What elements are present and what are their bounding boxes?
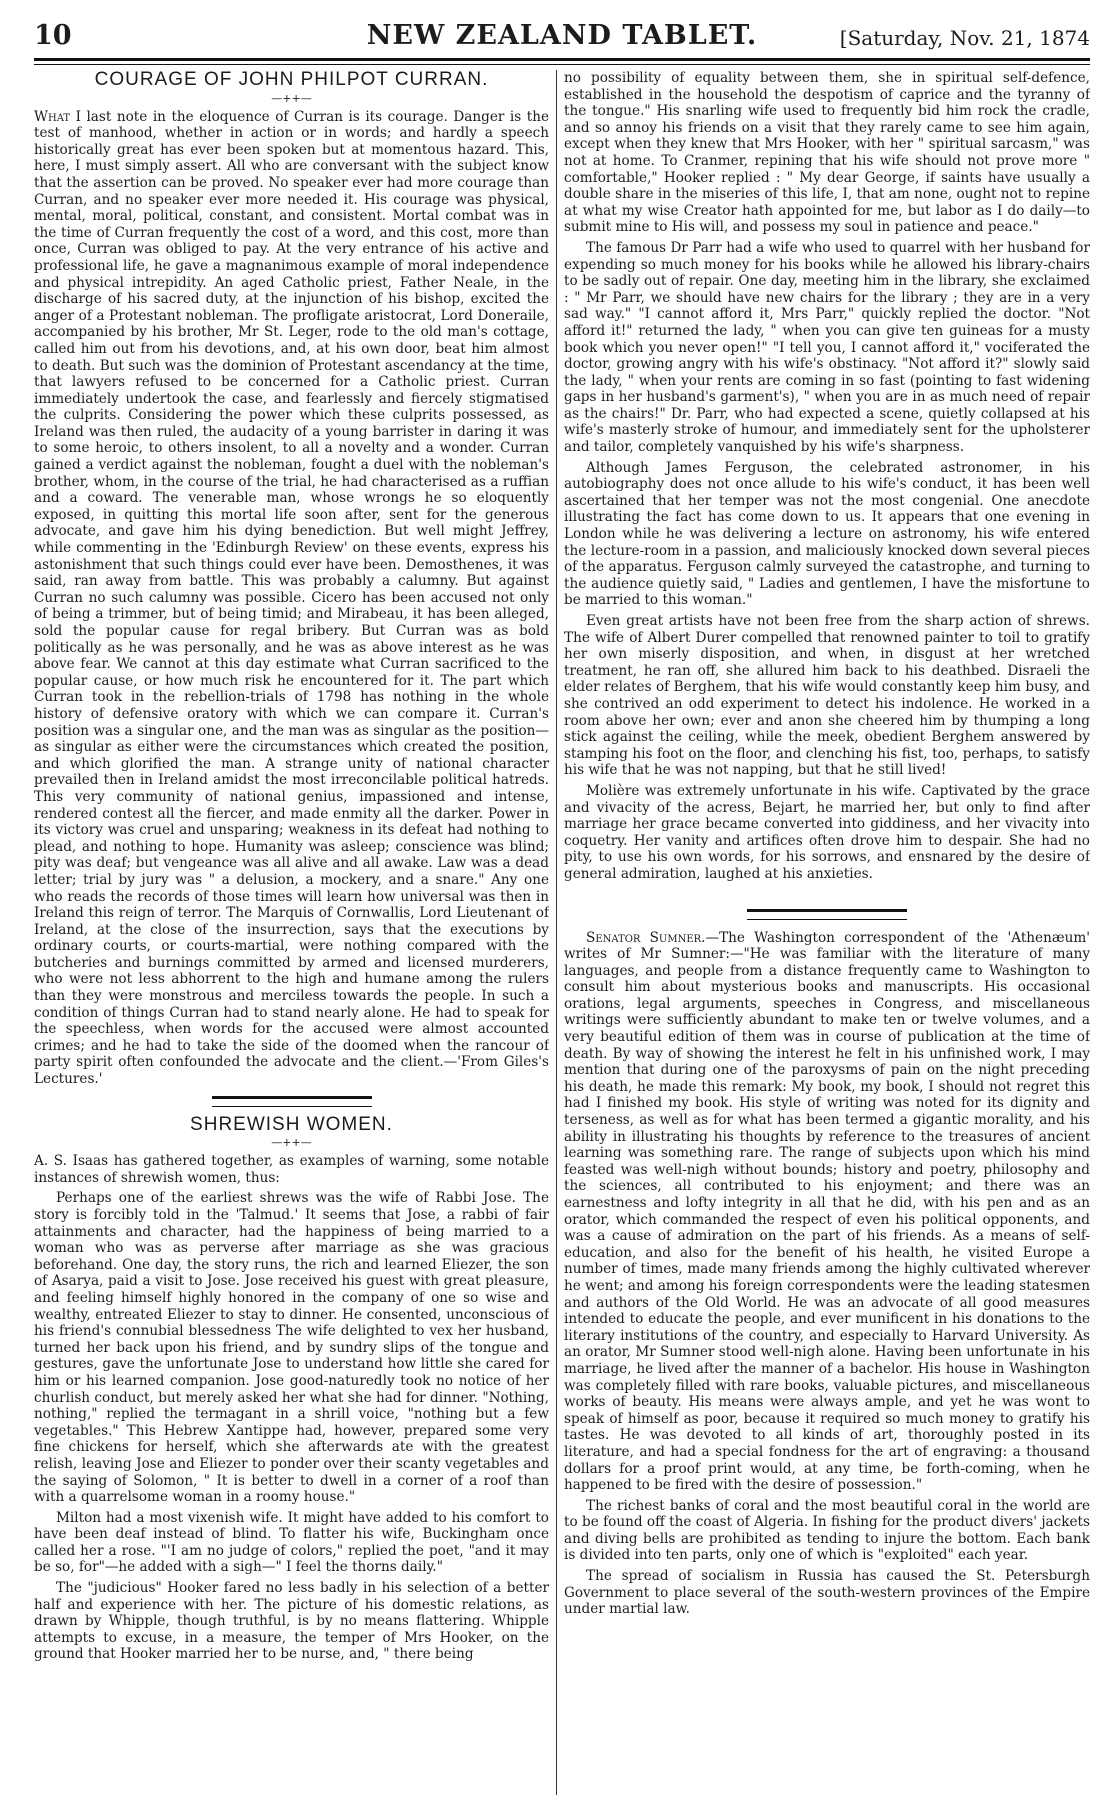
left-column [34, 70, 549, 1790]
section-separator [212, 1096, 372, 1107]
shrewish-intro: A. S. Isaas has gathered together, as examples of warning, some notable instances of shrewish women, thus: [34, 1153, 549, 1186]
masthead-rule-thick [34, 58, 1090, 61]
shrewish-paragraph-moliere: Molière was extremely unfortunate in his wife. Captivated by the grace and vivacity of the acress, Bejart, he married her, but only to find after marriage her grace became converted into giddiness, and her vivacity into coquetry. Her vanity and artifices often drove him to despair. She had no pity, to use his own words, for his sorrows, and ensnared by the desire of general admiration, laughed at his anxieties. [564, 782, 1090, 882]
sumner-paragraph [564, 930, 1090, 1494]
masthead [34, 20, 1090, 54]
coral-paragraph: The richest banks of coral and the most beautiful coral in the world are to be found off the coast of Algeria. In fishing for the product divers' jackets and diving bells are prohibited as tending to injure the bottom. Each bank is divided into ten parts, only one of which is "exploited" each year. [564, 1497, 1090, 1564]
shrewish-paragraph-hooker: The "judicious" Hooker fared no less badly in his selection of a better half and experience with her. The picture of his domestic relations, as drawn by Whipple, though truthful, is by no means flattering. Whipple attempts to excuse, in a measure, the temper of Mrs Hooker, on the ground that Hooker married her to be nurse, and, " there being [34, 1580, 549, 1663]
shrewish-paragraph-milton: Milton had a most vixenish wife. It might have added to his comfort to have been deaf instead of blind. To flatter his wife, Buckingham once called her a rose. "'I am no judge of colors," replied the poet, "and it may be so, for"—he added with a sigh—" I feel the thorns daily." [34, 1509, 549, 1576]
newspaper-title: NEW ZEALAND TABLET. [366, 20, 758, 51]
sumner-lead: Senator Sumner. [586, 929, 706, 946]
curran-body: I last note in the eloquence of Curran is its courage. Danger is the test of manhood, whether in action or in words; and hardly a speech historically great has ever been spoken but at momentous hazard. This, here, I must simply assert. All who are conversant with the subject know that the assertion can be proved. No speaker ever had more courage than Curran, and no speaker ever more needed it. His courage was physical, mental, moral, political, constant, and consistent. Mortal combat was in the time of Curran frequently the cost of a word, and this cost, more than once, Curran was obliged to pay. At the very entrance of his active and professional life, he gave a magnanimous example of moral independence and physical intrepidity. An aged Catholic priest, Father Neale, in the discharge of his sacred duty, at the injunction of his bishop, excited the anger of a Protestant nobleman. The profligate aristocrat, Lord Doneraile, accompanied by his brother, Mr St. Leger, rode to the old man's cottage, called him out from his devotions, and, at his own door, beat him almost to death. But such was the dominion of Protestant ascendancy at the time, that lawyers refused to be concerned for a Catholic priest. Curran immediately undertook the case, and fearlessly and fiercely stigmatised the culprits. Considering the power which these culprits possessed, as Ireland was then ruled, the audacity of a young barrister in daring it was to some heroic, to others insolent, to all a novelty and a wonder. Curran gained a verdict against the nobleman, fought a duel with the nobleman's brother, whom, in the course of the trial, he had characterised as a ruffian and a coward. The venerable man, whose wrongs he so eloquently exposed, in quitting this mortal life soon after, sent for the generous advocate, and gave him his dying benediction. But well might Jeffrey, while commenting in the 'Edinburgh Review' on these events, express his astonishment that such things could ever have been. Demosthenes, it was said, ran away from battle. This was probably a calumny. But against Curran no such calumny was possible. Cicero has been accused not only of being a trimmer, but of being timid; and Mirabeau, it has been alleged, sold the popular cause for regal bribery. But Curran was as bold politically as he was personally, and he was as above interest as he was above fear. We cannot at this day estimate what Curran sacrificed to the popular cause, or how much risk he encountered for it. The part which Curran took in the rebellion-trials of 1798 has nothing in the whole history of defensive oratory with which we can compare it. Curran's position was a singular one, and the man was as singular as the position—as singular as either were the circumstances which created the position, and which glorified the man. A strange unity of national character prevailed then in Ireland amidst the most irreconcilable political hatreds. This very community of national genius, impassioned and intense, rendered contest all the fiercer, and made enmity all the darker. Power in its victory was cruel and unsparing; weakness in its defeat had nothing to plead, and nothing to hope. Humanity was asleep; conscience was blind; pity was deaf; but vengeance was all alive and all awake. Law was a dead letter; trial by jury was " a delusion, a mockery, and a snare." Any one who reads the records of those times will learn how universal was then in Ireland this reign of terror. The Marquis of Cornwallis, Lord Lieutenant of Ireland, at the close of the insurrection, says that the executions by ordinary courts, or courts-martial, were nothing compared with the butcheries and burnings committed by armed and licensed murderers, who were not less abhorrent to the high and humane among the rulers than they were monstrous and merciless towards the people. In such a condition of things Curran had to stand nearly alone. He had to speak for the speechless, when words for the accused were almost accounted crimes; and he had to take the side of the doomed when the rancour of party spirit often confounded the advocate and the client.—'From Giles's Lectures.' [34, 108, 549, 1088]
section-separator-right [747, 909, 907, 920]
issue-date: [Saturday, Nov. 21, 1874 [839, 26, 1090, 50]
curran-paragraph [34, 109, 549, 1088]
shrewish-paragraph-jose: Perhaps one of the earliest shrews was the wife of Rabbi Jose. The story is forcibly told in the 'Talmud.' It seems that Jose, a rabbi of fair attainments and character, had the happiness of being married to a woman who was as perverse after marriage as she was gracious beforehand. One day, the story runs, the rich and learned Eliezer, the son of Asarya, paid a visit to Jose. Jose received his guest with great pleasure, and feeling himself highly honored in the company of one so wise and wealthy, entreated Eliezer to stay to dinner. He consented, unconscious of his friend's connubial blessedness The wife delighted to vex her husband, turned her back upon his friend, and by sundry slips of the tongue and gestures, gave the unfortunate Jose to understand how little she cared for him or his learned companion. Jose good-naturedly took no notice of her churlish conduct, but merely asked her what she had for dinner. "Nothing, nothing," replied the termagant in a shrill voice, "nothing but a few vegetables." This Hebrew Xantippe had, however, prepared some very fine chickens for herself, which she afterwards ate with the greatest relish, leaving Jose and Eliezer to ponder over their scanty vegetables and the saying of Solomon, " It is better to dwell in a corner of a roof than with a quarrelsome woman in a roomy house." [34, 1190, 549, 1506]
socialism-paragraph: The spread of socialism in Russia has caused the St. Petersburgh Government to place several of the south-western provinces of the Empire under martial law. [564, 1568, 1090, 1618]
column-divider [556, 70, 557, 1795]
shrewish-paragraph-parr: The famous Dr Parr had a wife who used to quarrel with her husband for expending so much money for his books while he allowed his library-chairs to be sadly out of repair. One day, meeting him in the library, she exclaimed : " Mr Parr, we should have new chairs for the library ; they are in a very sad way." "I cannot afford it, Mrs Parr," quickly replied the doctor. "Not afford it!" returned the lady, " when you can give ten guineas for a musty book which you never open!" "I tell you, I cannot afford it," vociferated the doctor, growing angry with his wife's obstinacy. "Not afford it?" slowly said the lady, " when your rents are coming in so fast (pointing to fast widening gaps in her husband's garment's), " when you are in as much need of repair as the chairs!" Dr. Parr, who had expected a scene, quietly collapsed at his wife's masterly stroke of humour, and immediately sent for the upholsterer and tailor, completely vanquished by his wife's sharpness. [564, 239, 1090, 456]
shrewish-paragraph-artists: Even great artists have not been free from the sharp action of shrews. The wife of Albert Durer compelled that renowned painter to toil to gratify her own miserly disposition, and when, in disgust at her wretched treatment, he ran off, she allured him back to his deathbed. Disraeli the elder relates of Berghem, that his wife would constantly keep him busy, and she contrived an odd experiment to detect his indolence. He worked in a room above her own; ever and anon she cheered him by thumping a long stick against the ceiling, while the meek, obedient Berghem answered by stamping his foot on the floor, and clenching his fist, too, perhaps, to satisfy his wife that he was not napping, but that he still lived! [564, 613, 1090, 779]
shrewish-divider: —++— [271, 1136, 312, 1150]
curran-divider: —++— [271, 91, 312, 105]
masthead-rule-thin [34, 64, 1090, 65]
shrewish-paragraph-hooker-cont: no possibility of equality between them, she in spiritual self-defence, established in the household the despotism of caprice and the tyranny of the tongue." His snarling wife used to frequently bid him rock the cradle, and so annoy his friends on a visit that they rarely came to see him again, except when they knew that Mrs Hooker, with her " spiritual sarcasm," was not at home. To Cranmer, repining that his wife should not prove more " comfortable," Hooker replied : " My dear George, if saints have usually a double share in the miseries of this life, I, that am none, ought not to repine at what my wise Creator hath appointed for me, but labor as I do daily—to submit mine to His will, and possess my soul in patience and peace." [564, 70, 1090, 236]
page-number: 10 [34, 20, 72, 51]
curran-lead-word: What [34, 108, 71, 125]
curran-headline: COURAGE OF JOHN PHILPOT CURRAN. [94, 70, 489, 90]
shrewish-headline: SHREWISH WOMEN. [190, 1113, 393, 1135]
shrewish-paragraph-ferguson: Although James Ferguson, the celebrated astronomer, in his autobiography does not once allude to his wife's conduct, it has been well ascertained that her temper was not the most congenial. One anecdote illustrating the fact has come down to us. It appears that one evening in London while he was delivering a lecture on astronomy, his wife entered the lecture-room in a passion, and maliciously knocked down several pieces of the apparatus. Ferguson calmly surveyed the catastrophe, and turning to the audience quietly said, " Ladies and gentlemen, I have the misfortune to be married to this woman." [564, 459, 1090, 609]
right-column [564, 70, 1090, 1800]
spacer [564, 887, 1090, 901]
sumner-body: —The Washington correspondent of the 'Athenæum' writes of Mr Sumner:—"He was familiar with the literature of many languages, and people from a distance frequently came to Washington to consult him about mysterious books and manuscripts. His occasional orations, legal arguments, speeches in Congress, and miscellaneous writings were sufficiently abundant to make ten or twelve volumes, and a very beautiful edition of them was in course of publication at the time of death. By way of showing the interest he felt in his unfinished work, I may mention that during one of the paroxysms of pain on the night preceding his death, he made this remark: My book, my book, I should not regret this had I finished my book. His style of writing was noted for its dignity and terseness, as well as for what has been termed a gigantic morality, and his ability in illustrating his thoughts by reference to the treasures of ancient learning was something rare. The range of subjects upon which his mind feasted was well-nigh without bounds; history and poetry, philosophy and the sciences, all contributed to his enjoyment; and there was an earnestness and lofty integrity in all that he did, with his pen and as an orator, which commanded the respect of even his political opponents, and was a cause of admiration on the part of his friends. As a means of self-education, and also for the benefit of his health, he visited Europe a number of times, made many friends among the highly cultivated wherever he went; and among his foreign correspondents were the leading statesmen and authors of the Old World. He was an advocate of all good measures intended to educate the people, and ever munificent in his donations to the literary institutions of the country, and especially to Harvard University. As an orator, Mr Sumner stood well-nigh alone. Having been unfortunate in his marriage, he lived after the manner of a bachelor. His house in Washington was completely filled with rare books, valuable pictures, and miscellaneous works of beauty. His means were always ample, and yet he was wont to speak of himself as poor, because it required so much money to gratify his tastes. He was devoted to all kinds of art, thoroughly posted in its literature, and had a special fondness for the art of engraving: a thousand dollars for a proof print would, at any time, be forth-coming, when he happened to be fired with the desire of possession." [564, 929, 1090, 1494]
